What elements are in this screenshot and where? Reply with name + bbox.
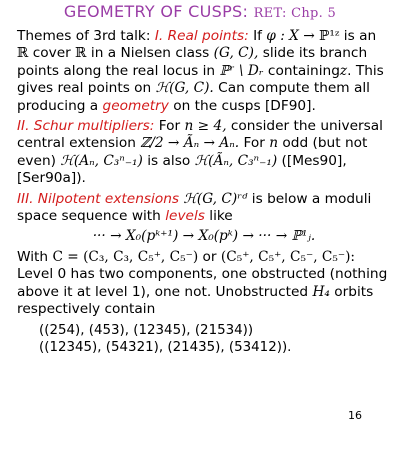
paragraph-real-points	[17, 28, 391, 115]
orbit-cycles	[17, 322, 391, 357]
emphasis-levels: levels	[165, 208, 205, 225]
text: Level 0 has two components, one obstructed (nothing above it at level 1), one not. Unobstructed	[17, 266, 388, 300]
math: H₄	[312, 283, 330, 300]
text: consider the universal central extension	[17, 118, 383, 152]
text: Can compute them all producing a	[17, 80, 370, 114]
math: ℝ	[17, 45, 29, 62]
page-number: 16	[348, 409, 362, 422]
nilpotent-heading: III. Nilpotent extensions	[17, 190, 179, 207]
text: slide its branch points along the real locus in	[17, 45, 368, 79]
text: With	[17, 248, 49, 265]
emphasis-geometry: geometry	[102, 97, 169, 114]
text: like	[209, 208, 233, 225]
paragraph-level-components	[17, 249, 391, 319]
math: n ≥ 4,	[184, 118, 227, 135]
math: ℝ	[75, 45, 87, 62]
text: on the cusps [DF90].	[173, 97, 316, 114]
text: For	[158, 118, 181, 135]
math: z	[339, 62, 348, 79]
math: ℋ(Ãₙ, C₃ⁿ₋₁)	[194, 152, 278, 169]
text: containing	[267, 62, 340, 79]
text: odd (but not even)	[17, 135, 368, 169]
math: ℋ(G, C).	[155, 80, 214, 97]
schur-heading: II. Schur multipliers:	[17, 118, 155, 135]
math: ℙ¹ᶻ	[319, 28, 340, 44]
text: . This gives real points on	[17, 62, 384, 97]
text: ([Mes90], [Ser90a]).	[17, 152, 347, 187]
math: ℋ(Aₙ, C₃ⁿ₋₁)	[60, 152, 143, 169]
text: in a Nielsen class	[90, 45, 210, 62]
math: (G, C),	[213, 45, 259, 62]
text: orbits respectively contain	[17, 283, 374, 318]
math: φ : X →	[266, 28, 315, 44]
title-main: GEOMETRY OF CUSPS:	[63, 2, 249, 21]
text: or	[202, 248, 217, 265]
slide-title	[0, 2, 400, 24]
text: is also	[147, 152, 191, 169]
slide-body	[17, 28, 391, 356]
themes-lead: Themes of 3rd talk:	[17, 28, 151, 44]
text: is below a moduli space sequence with	[17, 190, 372, 225]
paragraph-schur-multipliers	[17, 118, 391, 188]
math: n	[269, 135, 279, 152]
title-reference: RET: Chp. 5	[253, 6, 337, 21]
text: is an	[343, 28, 377, 44]
math: (C₅⁺, C₅⁺, C₅⁻, C₅⁻):	[220, 248, 356, 265]
cycle-line: ((12345), (54321), (21435), (53412)).	[39, 339, 292, 355]
math: ℤ/2 → Ãₙ → Aₙ.	[140, 135, 240, 152]
moduli-sequence: ··· → X₀(pᵏ⁺¹) → X₀(pᵏ) → ··· → ℙ¹ⱼ.	[92, 228, 316, 245]
math: C = (C₃, C₃, C₅⁺, C₅⁻)	[52, 248, 199, 265]
text: For	[243, 135, 265, 152]
paragraph-nilpotent-extensions	[17, 191, 391, 226]
cycle-line: ((254), (453), (12345), (21534))	[39, 322, 254, 338]
real-points-heading: I. Real points:	[154, 28, 249, 44]
text: cover	[32, 45, 71, 62]
text: If	[253, 28, 262, 44]
math: ℙʳ \ Dᵣ	[219, 62, 264, 79]
math: ℋ(G, C)ʳᵈ	[183, 190, 248, 207]
